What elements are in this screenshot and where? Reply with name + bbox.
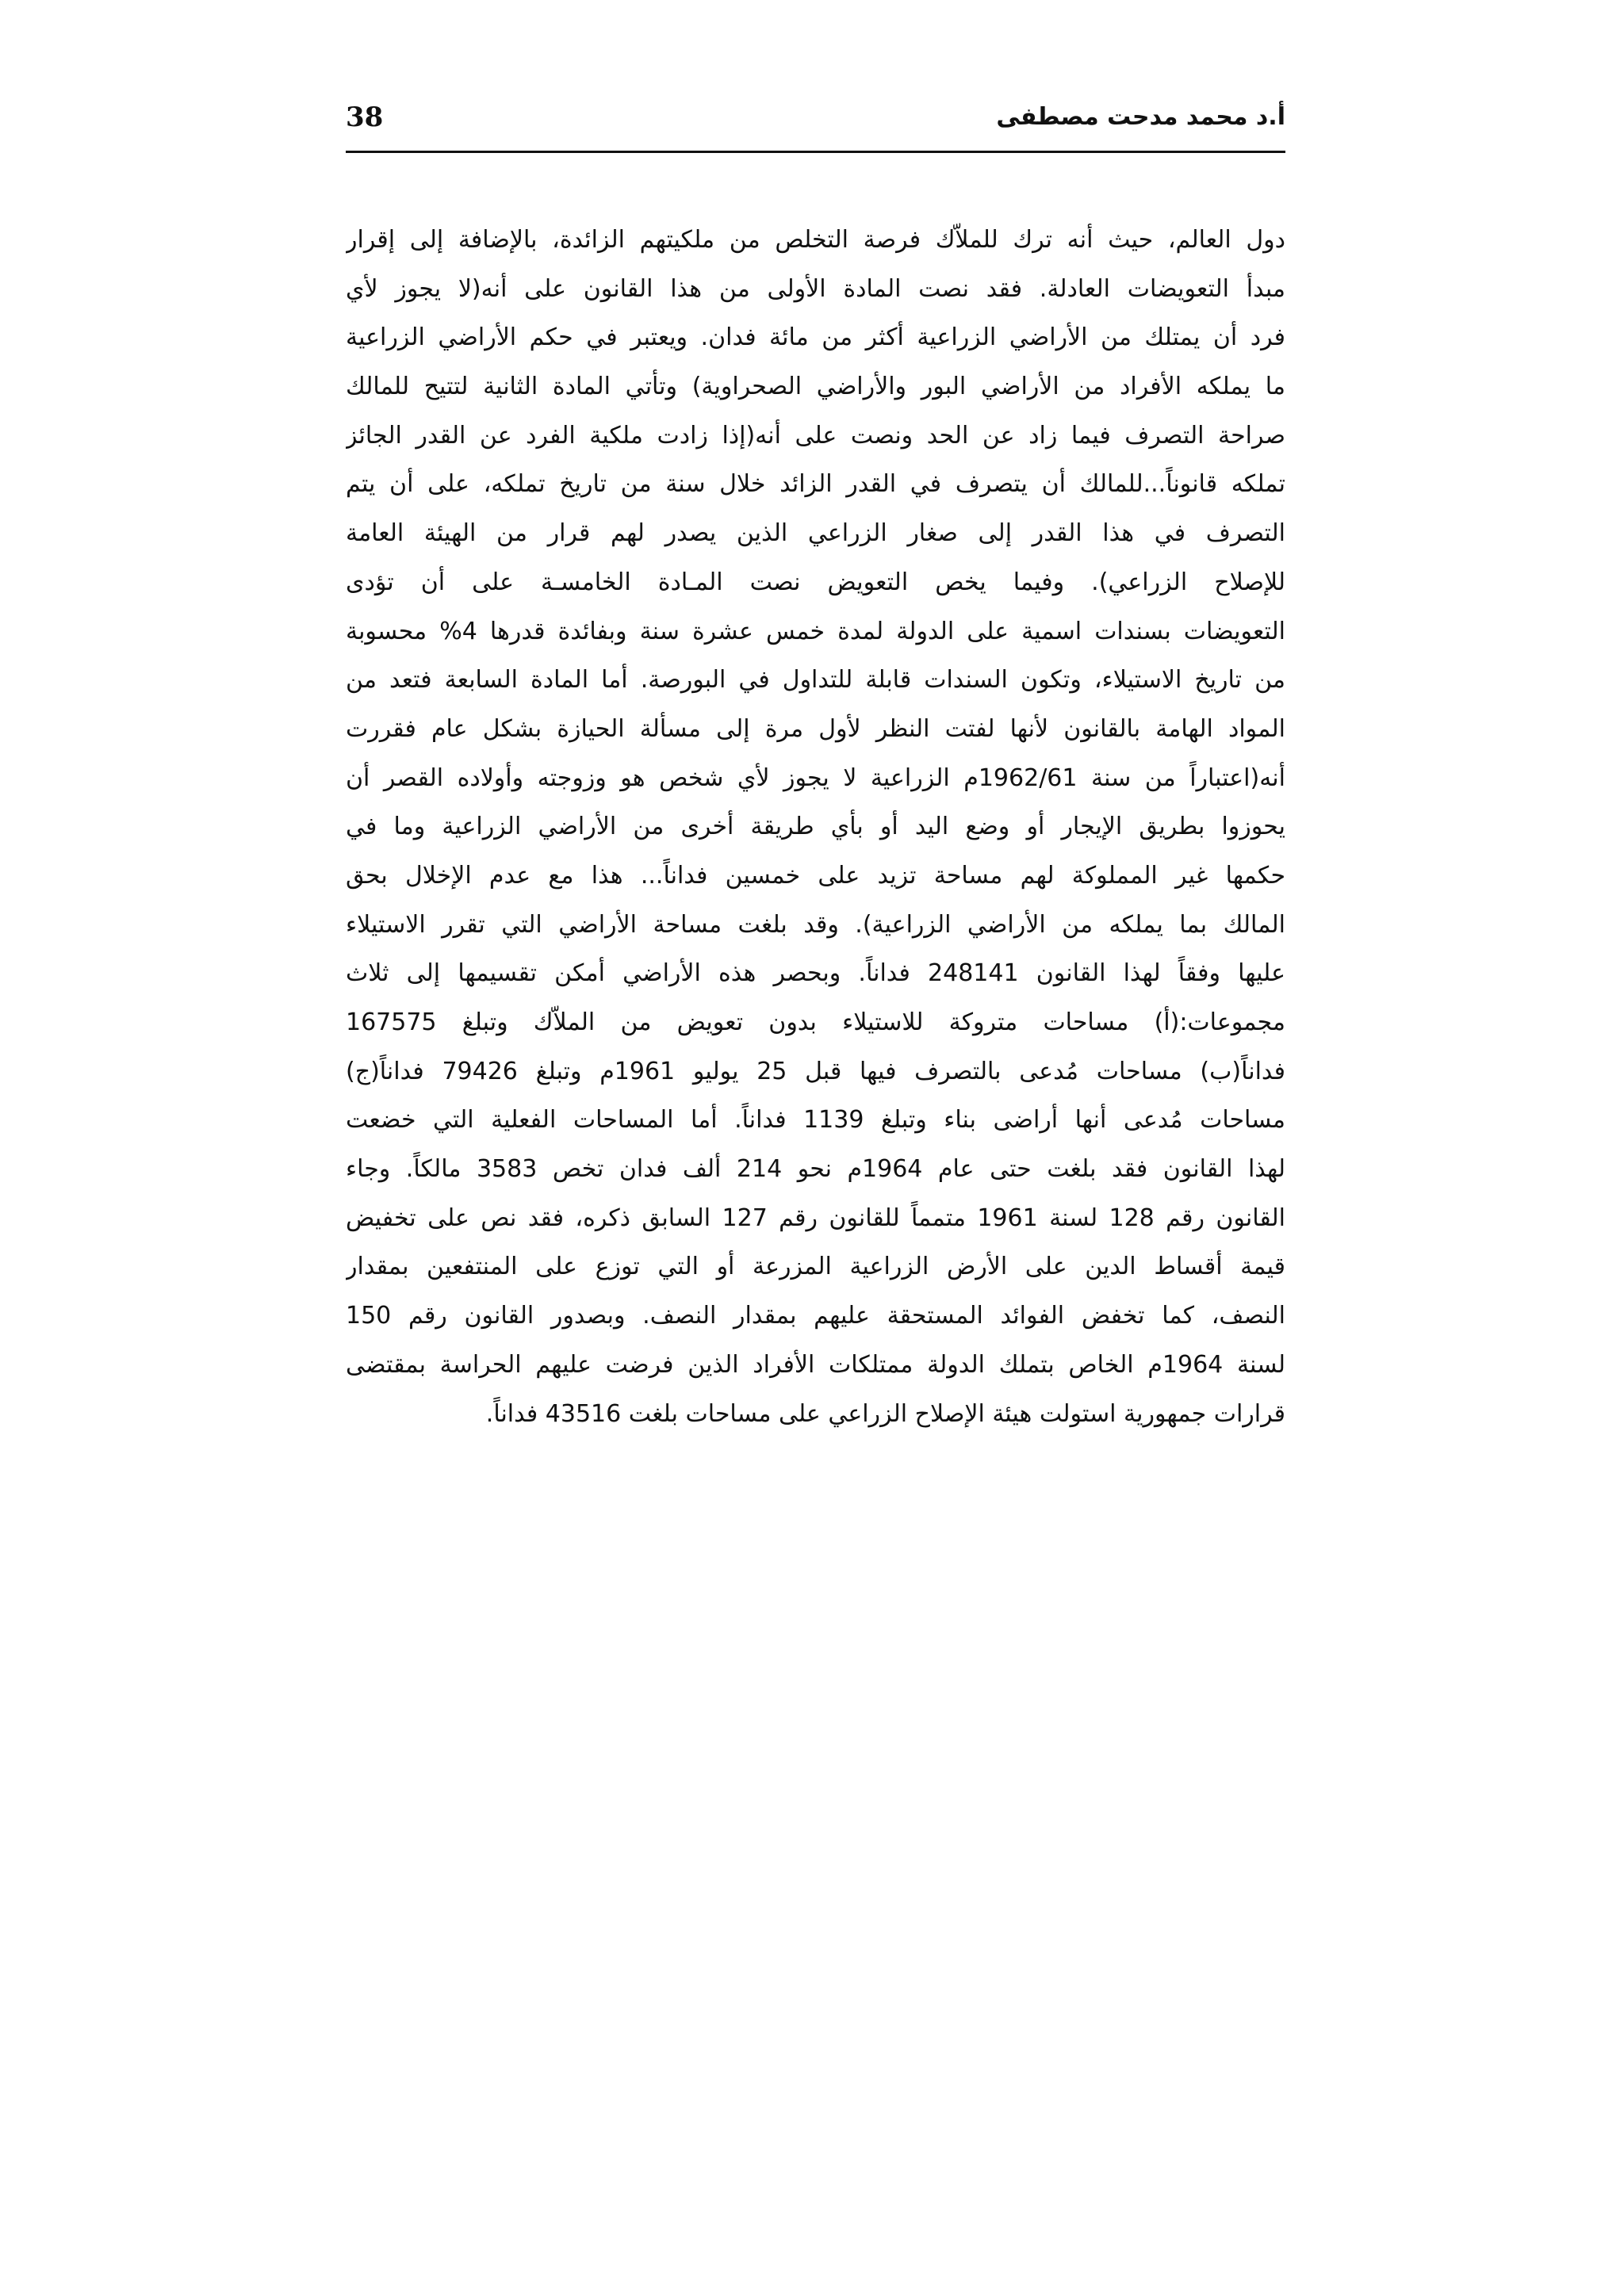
text-line: حكمها غير المملوكة لهم مساحة تزيد على خمسين فداناً... هذا مع عدم الإخلال بحق [346, 861, 1285, 890]
text-line: مساحات مُدعى أنها أراضى بناء وتبلغ 1139 فداناً. أما المساحات الفعلية التي خضعت [346, 1106, 1285, 1135]
text-line: من تاريخ الاستيلاء، وتكون السندات قابلة للتداول في البورصة. أما المادة السابعة فتعد من [346, 666, 1285, 695]
text-line: يحوزوا بطريق الإيجار أو وضع اليد أو بأي طريقة أخرى من الأراضي الزراعية وما في [346, 813, 1285, 841]
text-line: دول العالم، حيث أنه ترك للملاّك فرصة التخلص من ملكيتهم الزائدة، بالإضافة إلى إقرار [346, 226, 1285, 254]
text-line: النصف، كما تخفض الفوائد المستحقة عليهم بمقدار النصف. وبصدور القانون رقم 150 [346, 1302, 1285, 1330]
text-line: صراحة التصرف فيما زاد عن الحد ونصت على أنه(إذا زادت ملكية الفرد عن القدر الجائز [346, 421, 1285, 450]
text-line: لهذا القانون فقد بلغت حتى عام 1964م نحو 214 ألف فدان تخص 3583 مالكاً. وجاء [346, 1155, 1285, 1184]
page-header [346, 101, 1285, 147]
text-line: تملكه قانوناً...للمالك أن يتصرف في القدر الزائد خلال سنة من تاريخ تملكه، على أن يتم [346, 470, 1285, 499]
text-line: للإصلاح الزراعي). وفيما يخص التعويض نصت المـادة الخامسـة على أن تؤدى [346, 568, 1285, 596]
text-line: فرد أن يمتلك من الأراضي الزراعية أكثر من مائة فدان. ويعتبر في حكم الأراضي الزراعية [346, 323, 1285, 352]
text-line: عليها وفقاً لهذا القانون 248141 فداناً. وبحصر هذه الأراضي أمكن تقسيمها إلى ثلاث [346, 959, 1285, 988]
text-line: قيمة أقساط الدين على الأرض الزراعية المزرعة أو التي توزع على المنتفعين بمقدار [346, 1253, 1285, 1281]
text-line: مبدأ التعويضات العادلة. فقد نصت المادة الأولى من هذا القانون على أنه(لا يجوز لأي [346, 274, 1285, 303]
page-number: 38 [346, 101, 384, 133]
text-line: التعويضات بسندات اسمية على الدولة لمدة خمس عشرة سنة وبفائدة قدرها 4% محسوبة [346, 617, 1285, 645]
text-line: مجموعات:(أ) مساحات متروكة للاستيلاء بدون تعويض من الملاّك وتبلغ 167575 [346, 1008, 1285, 1036]
text-line: القانون رقم 128 لسنة 1961 متمماً للقانون رقم 127 السابق ذكره، فقد نص على تخفيض [346, 1203, 1285, 1232]
header-divider [346, 151, 1285, 153]
text-line: لسنة 1964م الخاص بتملك الدولة ممتلكات الأفراد الذين فرضت عليهم الحراسة بمقتضى [346, 1350, 1285, 1379]
text-line: المالك بما يملكه من الأراضي الزراعية). وقد بلغت مساحة الأراضي التي تقرر الاستيلاء [346, 910, 1285, 939]
text-line: فداناً(ب) مساحات مُدعى بالتصرف فيها قبل 25 يوليو 1961م وتبلغ 79426 فداناً(ج) [346, 1057, 1285, 1085]
author-name: أ.د محمد مدحت مصطفى [996, 103, 1285, 131]
text-line: ما يملكه الأفراد من الأراضي البور والأراضي الصحراوية) وتأتي المادة الثانية لتتيح للمالك [346, 373, 1285, 401]
text-line: أنه(اعتباراً من سنة 1962/61م الزراعية لا يجوز لأي شخص هو وزوجته وأولاده القصر أن [346, 763, 1285, 792]
text-line: المواد الهامة بالقانون لأنها لفتت النظر لأول مرة إلى مسألة الحيازة بشكل عام فقررت [346, 714, 1285, 743]
text-line: التصرف في هذا القدر إلى صغار الزراعي الذين يصدر لهم قرار من الهيئة العامة [346, 519, 1285, 548]
text-line: قرارات جمهورية استولت هيئة الإصلاح الزراعي على مساحات بلغت 43516 فداناً. [485, 1399, 1285, 1428]
body-paragraph [346, 216, 1285, 1438]
